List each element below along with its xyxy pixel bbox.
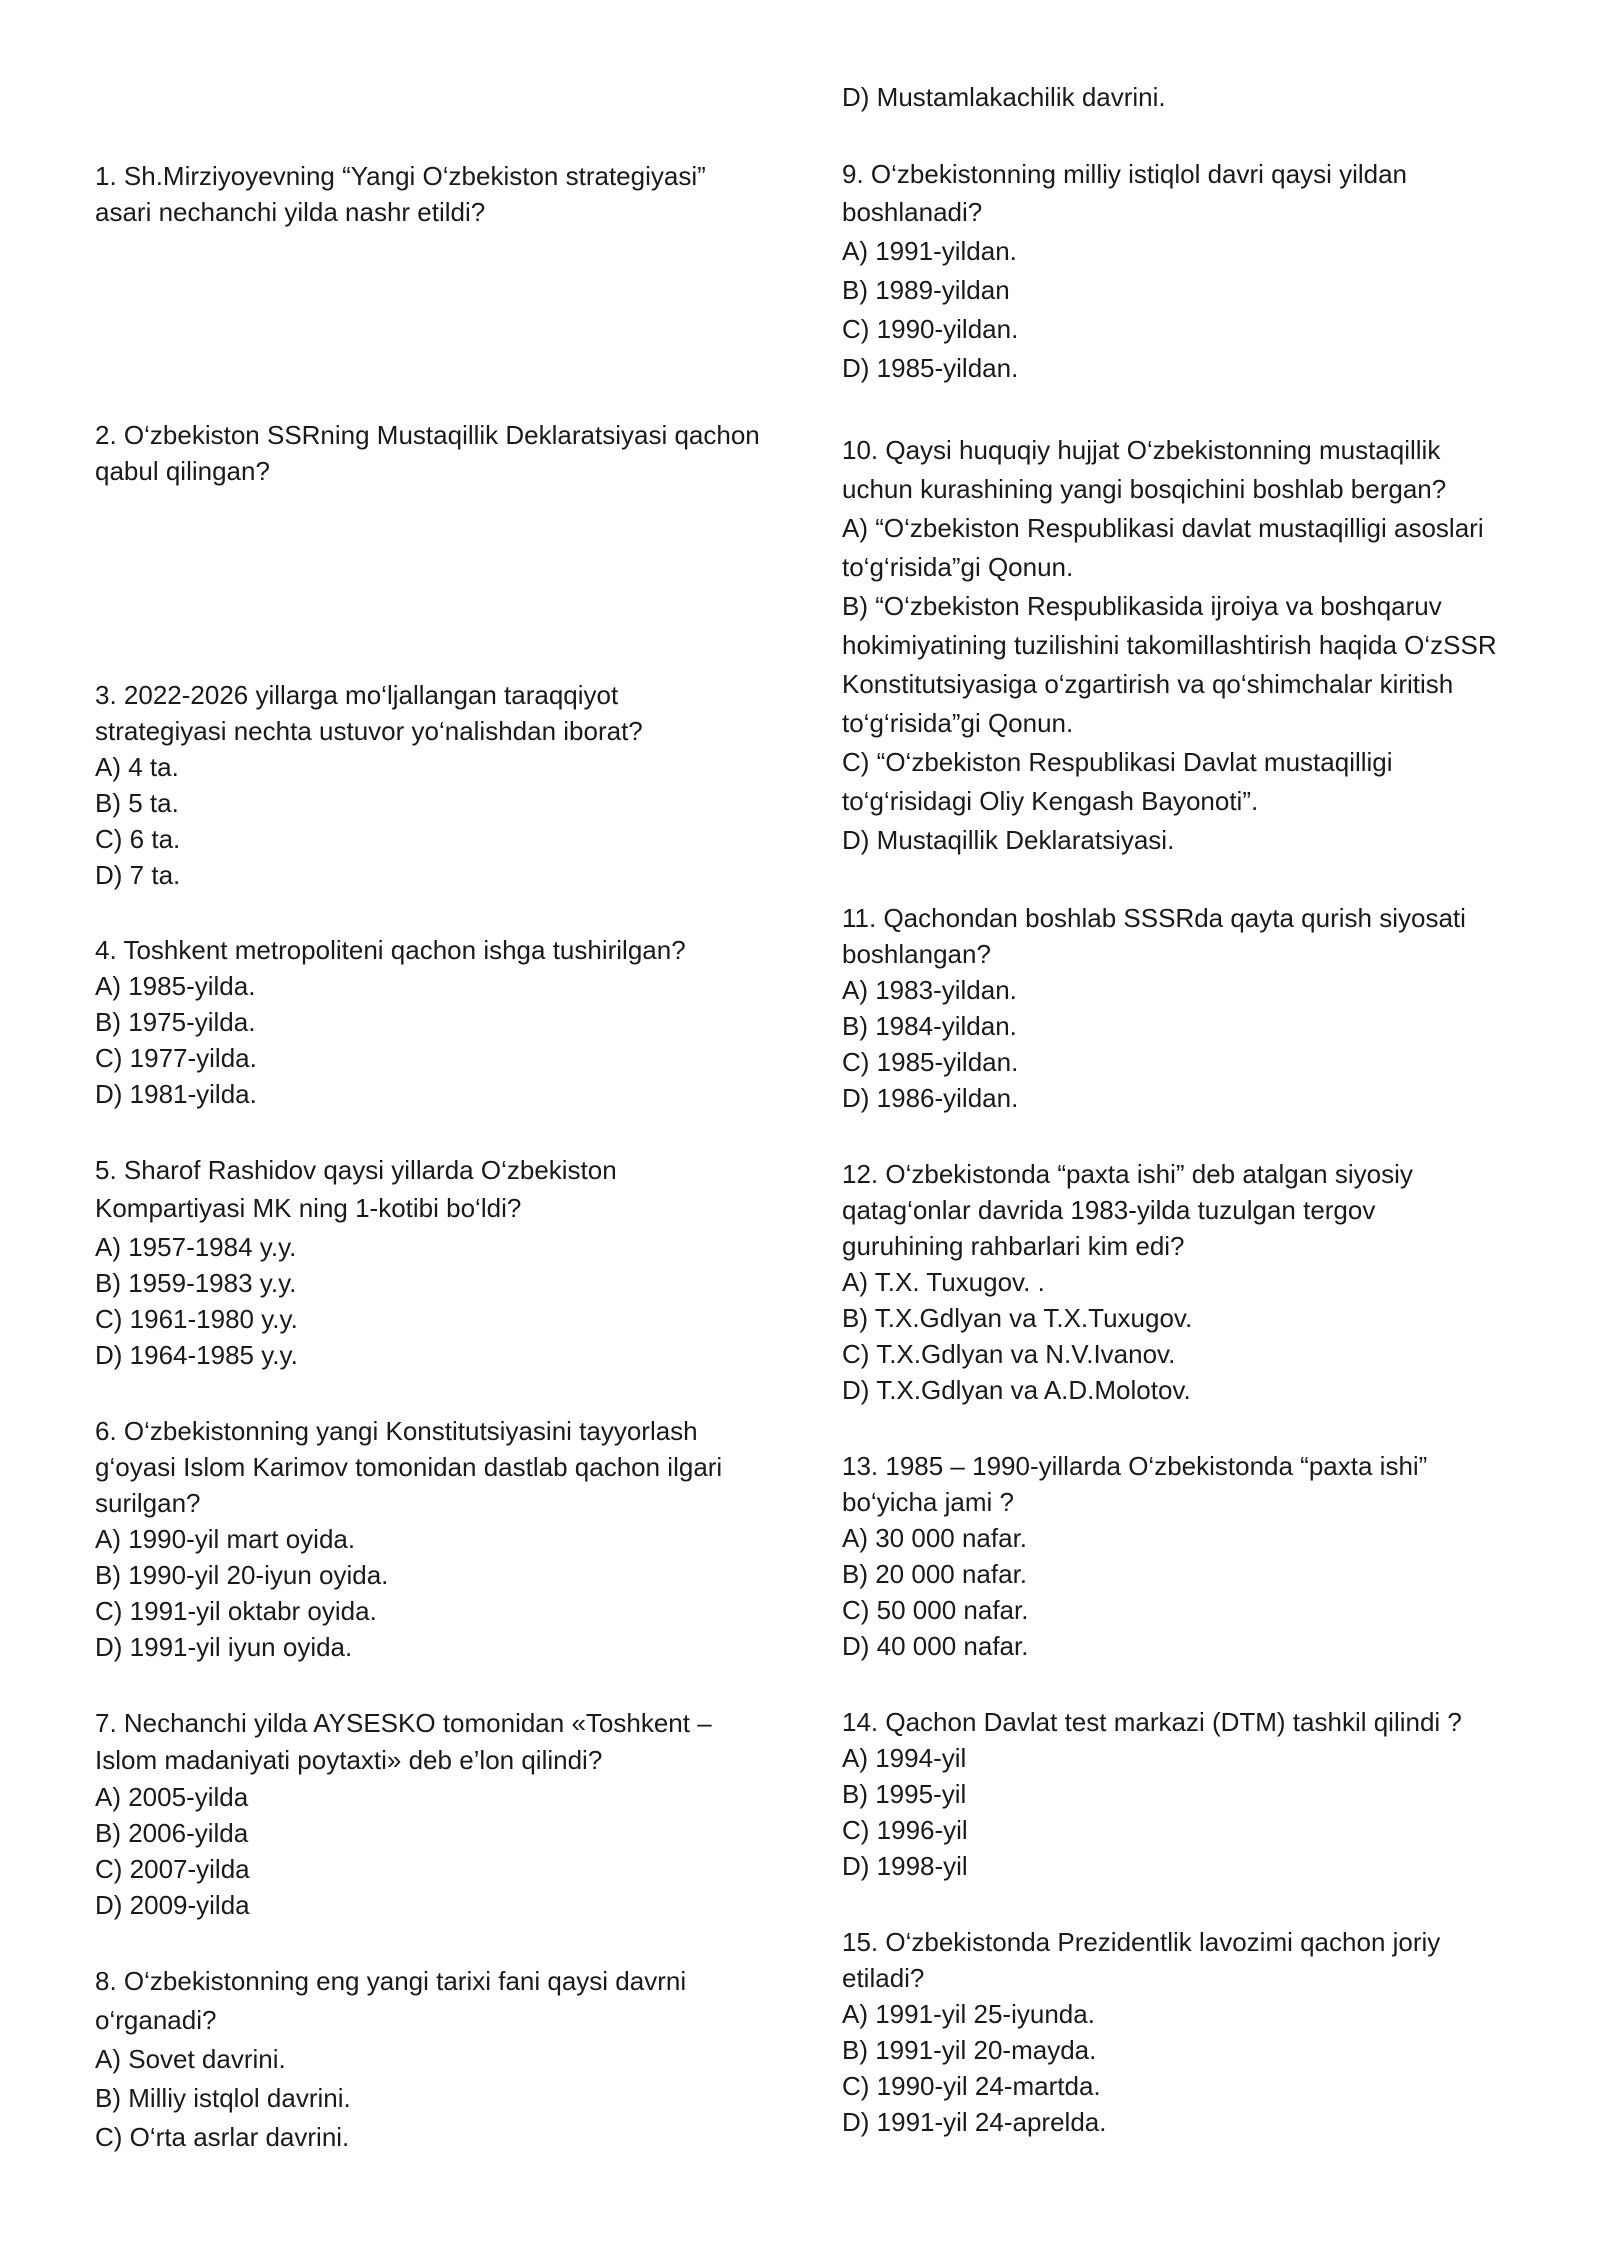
answer-option: C) 1977-yilda. <box>95 1043 257 1073</box>
question-text: 10. Qaysi huquqiy hujjat O‘zbekistonning mustaqillik <box>842 435 1441 465</box>
answer-option: to‘g‘risida”gi Qonun. <box>842 708 1074 738</box>
answer-option: A) 1990-yil mart oyida. <box>95 1524 356 1554</box>
question-text: 1. Sh.Mirziyoyevning “Yangi O‘zbekiston strategiyasi” <box>95 161 706 191</box>
answer-option: C) O‘rta asrlar davrini. <box>95 2122 350 2152</box>
question-text: 14. Qachon Davlat test markazi (DTM) tashkil qilindi ? <box>842 1707 1462 1737</box>
answer-option: D) 1991-yil iyun oyida. <box>95 1632 353 1662</box>
answer-option: D) 1981-yilda. <box>95 1079 257 1109</box>
answer-option: Konstitutsiyasiga o‘zgartirish va qo‘shimchalar kiritish <box>842 669 1454 699</box>
question-text: boshlanadi? <box>842 197 983 227</box>
answer-option: D) Mustamlakachilik davrini. <box>842 82 1166 112</box>
answer-option: B) 1984-yildan. <box>842 1011 1017 1041</box>
answer-option: B) “O‘zbekiston Respublikasida ijroiya va boshqaruv <box>842 591 1442 621</box>
question-text: 9. O‘zbekistonning milliy istiqlol davri qaysi yildan <box>842 159 1408 189</box>
question-text: 3. 2022-2026 yillarga mo‘ljallangan taraqqiyot <box>95 680 619 710</box>
answer-option: B) 1990-yil 20-iyun oyida. <box>95 1560 389 1590</box>
answer-option: B) 1995-yil <box>842 1779 967 1809</box>
answer-option: B) Milliy istqlol davrini. <box>95 2083 351 2113</box>
question-text: bo‘yicha jami ? <box>842 1487 1014 1517</box>
answer-option: C) 1996-yil <box>842 1815 968 1845</box>
answer-option: B) 1991-yil 20-mayda. <box>842 2035 1097 2065</box>
question-text: etiladi? <box>842 1963 925 1993</box>
question-text: qatag‘onlar davrida 1983-yilda tuzulgan tergov <box>842 1195 1376 1225</box>
answer-option: A) 1983-yildan. <box>842 975 1017 1005</box>
answer-option: D) 1998-yil <box>842 1851 968 1881</box>
answer-option: C) 1990-yildan. <box>842 314 1019 344</box>
question-text: g‘oyasi Islom Karimov tomonidan dastlab qachon ilgari <box>95 1452 723 1482</box>
question-text: surilgan? <box>95 1488 201 1518</box>
question-text: qabul qilingan? <box>95 456 270 486</box>
answer-option: B) 20 000 nafar. <box>842 1559 1028 1589</box>
answer-option: C) 50 000 nafar. <box>842 1595 1029 1625</box>
question-text: Islom madaniyati poytaxti» deb e’lon qilindi? <box>95 1745 603 1775</box>
question-text: strategiyasi nechta ustuvor yo‘nalishdan iborat? <box>95 716 643 746</box>
answer-option: B) 2006-yilda <box>95 1818 249 1848</box>
answer-option: A) 1985-yilda. <box>95 971 256 1001</box>
answer-option: D) 1991-yil 24-aprelda. <box>842 2107 1107 2137</box>
answer-option: B) 1975-yilda. <box>95 1007 256 1037</box>
answer-option: A) “O‘zbekiston Respublikasi davlat mustaqilligi asoslari <box>842 513 1484 543</box>
answer-option: D) 7 ta. <box>95 860 181 890</box>
answer-option: C) 6 ta. <box>95 824 181 854</box>
answer-option: C) “O‘zbekiston Respublikasi Davlat mustaqilligi <box>842 747 1393 777</box>
question-text: 11. Qachondan boshlab SSSRda qayta qurish siyosati <box>842 903 1466 933</box>
question-text: 4. Toshkent metropoliteni qachon ishga tushirilgan? <box>95 935 686 965</box>
answer-option: A) T.X. Tuxugov. . <box>842 1267 1045 1297</box>
question-text: 2. O‘zbekiston SSRning Mustaqillik Deklaratsiyasi qachon <box>95 420 760 450</box>
answer-option: B) 1959-1983 y.y. <box>95 1268 297 1298</box>
question-text: 12. O‘zbekistonda “paxta ishi” deb atalgan siyosiy <box>842 1159 1413 1189</box>
answer-option: B) 5 ta. <box>95 788 179 818</box>
question-text: asari nechanchi yilda nashr etildi? <box>95 197 486 227</box>
answer-option: D) 1985-yildan. <box>842 353 1019 383</box>
answer-option: D) 40 000 nafar. <box>842 1631 1029 1661</box>
question-text: 5. Sharof Rashidov qaysi yillarda O‘zbekiston <box>95 1155 617 1185</box>
answer-option: D) 1986-yildan. <box>842 1083 1019 1113</box>
answer-option: B) 1989-yildan <box>842 275 1010 305</box>
answer-option: B) T.X.Gdlyan va T.X.Tuxugov. <box>842 1303 1193 1333</box>
answer-option: A) 4 ta. <box>95 752 179 782</box>
question-text: guruhining rahbarlari kim edi? <box>842 1231 1185 1261</box>
answer-option: A) 1957-1984 y.y. <box>95 1232 297 1262</box>
answer-option: to‘g‘risida”gi Qonun. <box>842 552 1074 582</box>
question-text: 13. 1985 – 1990-yillarda O‘zbekistonda “paxta ishi” <box>842 1451 1428 1481</box>
answer-option: C) 1961-1980 y.y. <box>95 1304 298 1334</box>
answer-option: A) 1991-yil 25-iyunda. <box>842 1999 1095 2029</box>
answer-option: D) 2009-yilda <box>95 1890 250 1920</box>
answer-option: A) Sovet davrini. <box>95 2044 286 2074</box>
answer-option: C) 1985-yildan. <box>842 1047 1019 1077</box>
question-text: boshlangan? <box>842 939 991 969</box>
answer-option: A) 2005-yilda <box>95 1782 249 1812</box>
question-text: 7. Nechanchi yilda AYSESKO tomonidan «Toshkent – <box>95 1708 712 1738</box>
question-text: 15. O‘zbekistonda Prezidentlik lavozimi qachon joriy <box>842 1927 1441 1957</box>
answer-option: C) 1991-yil oktabr oyida. <box>95 1596 377 1626</box>
question-text: 8. O‘zbekistonning eng yangi tarixi fani qaysi davrni <box>95 1966 687 1996</box>
question-text: 6. O‘zbekistonning yangi Konstitutsiyasini tayyorlash <box>95 1416 698 1446</box>
answer-option: C) 1990-yil 24-martda. <box>842 2071 1101 2101</box>
answer-option: D) 1964-1985 y.y. <box>95 1340 298 1370</box>
answer-option: A) 1994-yil <box>842 1743 967 1773</box>
answer-option: to‘g‘risidagi Oliy Kengash Bayonoti”. <box>842 786 1259 816</box>
answer-option: D) Mustaqillik Deklaratsiyasi. <box>842 825 1175 855</box>
answer-option: A) 1991-yildan. <box>842 236 1017 266</box>
answer-option: C) T.X.Gdlyan va N.V.Ivanov. <box>842 1339 1176 1369</box>
answer-option: A) 30 000 nafar. <box>842 1523 1028 1553</box>
question-text: Kompartiyasi MK ning 1-kotibi bo‘ldi? <box>95 1193 522 1223</box>
answer-option: D) T.X.Gdlyan va A.D.Molotov. <box>842 1375 1191 1405</box>
question-text: uchun kurashining yangi bosqichini boshlab bergan? <box>842 474 1447 504</box>
answer-option: hokimiyatining tuzilishini takomillashtirish haqida O‘zSSR <box>842 630 1497 660</box>
question-text: o‘rganadi? <box>95 2005 217 2035</box>
answer-option: C) 2007-yilda <box>95 1854 250 1884</box>
